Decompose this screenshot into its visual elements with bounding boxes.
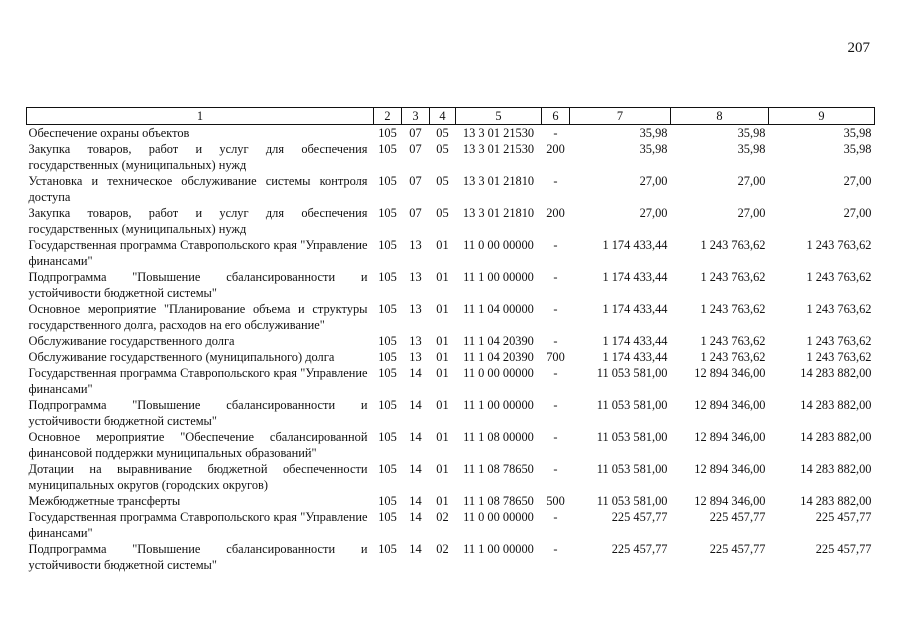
row-col-8: 12 894 346,00 [694,462,766,476]
row-col-6: - [553,510,558,524]
row-col-8: 35,98 [737,142,766,156]
row-col-9: 1 243 763,62 [806,238,872,252]
row-col-9: 225 457,77 [815,542,872,556]
row-col-3: 14 [409,366,422,380]
row-col-7: 27,00 [639,206,668,220]
row-col-3: 14 [409,494,422,508]
row-col-8: 12 894 346,00 [694,430,766,444]
row-col-5: 11 1 00 00000 [463,398,534,412]
table-row [27,365,875,397]
table-body [27,125,875,574]
row-col-3: 14 [409,430,422,444]
table-row [27,125,875,142]
row-col-8: 1 243 763,62 [700,238,766,252]
row-description: Основное мероприятие "Обеспечение сбалансированной финансовой поддержки муниципальных образований" [28,430,368,460]
row-col-9: 1 243 763,62 [806,270,872,284]
row-col-2: 105 [378,510,397,524]
row-col-3: 14 [409,510,422,524]
row-col-7: 1 174 433,44 [602,270,668,284]
row-col-6: - [553,302,558,316]
header-col-7: 7 [570,108,671,125]
row-col-7: 35,98 [639,142,668,156]
row-col-5: 11 1 00 00000 [463,542,534,556]
row-col-3: 13 [409,302,422,316]
row-col-2: 105 [378,302,397,316]
row-col-7: 11 053 581,00 [596,494,668,508]
row-col-2: 105 [378,350,397,364]
table-row [27,541,875,573]
row-description: Государственная программа Ставропольского края "Управление финансами" [28,366,368,396]
row-col-3: 07 [409,126,422,140]
row-col-5: 11 1 08 00000 [463,430,534,444]
row-description: Дотации на выравнивание бюджетной обеспеченности муниципальных округов (городских округов) [28,462,368,492]
table-row [27,237,875,269]
row-col-5: 11 1 08 78650 [463,494,534,508]
row-col-5: 11 1 04 20390 [463,334,534,348]
header-col-8: 8 [671,108,769,125]
row-col-7: 11 053 581,00 [596,398,668,412]
row-description: Закупка товаров, работ и услуг для обеспечения государственных (муниципальных) нужд [28,206,368,236]
row-col-7: 1 174 433,44 [602,350,668,364]
row-col-6: - [553,174,558,188]
row-col-7: 11 053 581,00 [596,430,668,444]
row-description: Подпрограмма "Повышение сбалансированности и устойчивости бюджетной системы" [28,542,368,572]
row-col-4: 02 [436,510,449,524]
row-col-5: 13 3 01 21530 [462,142,535,156]
row-col-6: - [553,542,558,556]
table-row [27,333,875,349]
header-col-1: 1 [27,108,374,125]
row-col-9: 1 243 763,62 [806,334,872,348]
row-description: Государственная программа Ставропольского края "Управление финансами" [28,510,368,540]
row-col-2: 105 [378,430,397,444]
table-row [27,493,875,509]
header-col-6: 6 [542,108,570,125]
row-col-2: 105 [378,142,397,156]
table-row [27,269,875,301]
row-col-6: - [553,126,558,140]
row-col-3: 07 [409,142,422,156]
table-row [27,205,875,237]
row-col-3: 13 [409,270,422,284]
row-col-2: 105 [378,462,397,476]
row-description: Закупка товаров, работ и услуг для обеспечения государственных (муниципальных) нужд [28,142,368,172]
row-col-8: 1 243 763,62 [700,334,766,348]
row-description: Установка и техническое обслуживание системы контроля доступа [28,174,368,204]
row-col-2: 105 [378,126,397,140]
row-col-6: 200 [546,142,565,156]
row-col-6: - [553,334,558,348]
row-col-4: 01 [436,350,449,364]
table-row [27,141,875,173]
row-col-3: 07 [409,206,422,220]
row-col-7: 11 053 581,00 [596,366,668,380]
table-header [27,108,875,125]
row-col-9: 14 283 882,00 [800,494,872,508]
row-col-2: 105 [378,542,397,556]
row-col-5: 13 3 01 21810 [462,206,535,220]
row-col-5: 11 1 08 78650 [463,462,534,476]
row-col-5: 13 3 01 21810 [462,174,535,188]
row-col-5: 13 3 01 21530 [462,126,535,140]
row-col-4: 01 [436,302,449,316]
table-row [27,461,875,493]
row-col-9: 35,98 [843,142,872,156]
row-col-7: 11 053 581,00 [596,462,668,476]
row-col-7: 1 174 433,44 [602,302,668,316]
row-col-4: 05 [436,174,449,188]
row-col-4: 01 [436,366,449,380]
row-col-8: 12 894 346,00 [694,398,766,412]
row-col-7: 1 174 433,44 [602,334,668,348]
table-row [27,301,875,333]
table-row [27,429,875,461]
header-col-5: 5 [456,108,542,125]
row-col-3: 13 [409,350,422,364]
table-row [27,509,875,541]
row-description: Обслуживание государственного (муниципального) долга [28,350,335,364]
row-col-6: - [553,366,558,380]
row-col-8: 225 457,77 [709,510,766,524]
row-col-8: 1 243 763,62 [700,270,766,284]
row-col-8: 1 243 763,62 [700,302,766,316]
row-col-8: 27,00 [737,174,766,188]
row-col-3: 14 [409,542,422,556]
row-col-6: - [553,462,558,476]
row-col-5: 11 1 04 20390 [463,350,534,364]
row-description: Подпрограмма "Повышение сбалансированности и устойчивости бюджетной системы" [28,398,368,428]
row-col-3: 07 [409,174,422,188]
row-col-4: 01 [436,398,449,412]
row-description: Обеспечение охраны объектов [28,126,190,140]
row-col-9: 35,98 [843,126,872,140]
table-row [27,349,875,365]
row-col-6: - [553,270,558,284]
row-col-7: 225 457,77 [611,542,668,556]
row-col-3: 13 [409,238,422,252]
row-col-9: 27,00 [843,174,872,188]
row-col-7: 27,00 [639,174,668,188]
row-col-6: - [553,430,558,444]
row-col-2: 105 [378,334,397,348]
row-col-7: 225 457,77 [611,510,668,524]
row-col-6: 500 [546,494,565,508]
row-col-6: 700 [546,350,565,364]
row-col-5: 11 0 00 00000 [463,366,534,380]
row-description: Подпрограмма "Повышение сбалансированности и устойчивости бюджетной системы" [28,270,368,300]
row-col-2: 105 [378,206,397,220]
row-col-5: 11 1 00 00000 [463,270,534,284]
row-col-3: 14 [409,462,422,476]
row-col-2: 105 [378,174,397,188]
row-col-2: 105 [378,270,397,284]
row-col-9: 1 243 763,62 [806,302,872,316]
row-col-4: 01 [436,462,449,476]
row-description: Межбюджетные трансферты [28,494,181,508]
row-col-6: - [553,398,558,412]
row-col-8: 12 894 346,00 [694,494,766,508]
header-col-2: 2 [374,108,402,125]
row-col-7: 1 174 433,44 [602,238,668,252]
row-col-7: 35,98 [639,126,668,140]
row-col-5: 11 0 00 00000 [463,238,534,252]
row-col-9: 27,00 [843,206,872,220]
row-col-9: 14 283 882,00 [800,430,872,444]
row-col-4: 01 [436,334,449,348]
row-col-2: 105 [378,494,397,508]
row-col-5: 11 0 00 00000 [463,510,534,524]
row-col-5: 11 1 04 00000 [463,302,534,316]
table-row [27,397,875,429]
table-row [27,173,875,205]
row-col-4: 01 [436,430,449,444]
row-col-8: 1 243 763,62 [700,350,766,364]
row-col-8: 225 457,77 [709,542,766,556]
row-col-9: 1 243 763,62 [806,350,872,364]
row-col-4: 02 [436,542,449,556]
row-col-4: 01 [436,238,449,252]
row-col-4: 01 [436,494,449,508]
row-col-9: 14 283 882,00 [800,366,872,380]
row-col-3: 14 [409,398,422,412]
row-col-4: 01 [436,270,449,284]
row-col-4: 05 [436,126,449,140]
header-col-3: 3 [402,108,430,125]
row-description: Обслуживание государственного долга [28,334,235,348]
row-col-9: 14 283 882,00 [800,462,872,476]
page-number: 207 [847,40,870,56]
budget-table [26,107,875,573]
row-col-6: - [553,238,558,252]
header-col-9: 9 [769,108,875,125]
row-description: Основное мероприятие "Планирование объема и структуры государственного долга, расходов на его обслуживание" [28,302,368,332]
row-col-4: 05 [436,142,449,156]
row-col-8: 12 894 346,00 [694,366,766,380]
row-col-6: 200 [546,206,565,220]
row-col-2: 105 [378,366,397,380]
row-col-9: 14 283 882,00 [800,398,872,412]
row-col-2: 105 [378,398,397,412]
row-col-8: 35,98 [737,126,766,140]
row-description: Государственная программа Ставропольского края "Управление финансами" [28,238,368,268]
header-col-4: 4 [430,108,456,125]
row-col-8: 27,00 [737,206,766,220]
row-col-4: 05 [436,206,449,220]
row-col-2: 105 [378,238,397,252]
row-col-9: 225 457,77 [815,510,872,524]
row-col-3: 13 [409,334,422,348]
